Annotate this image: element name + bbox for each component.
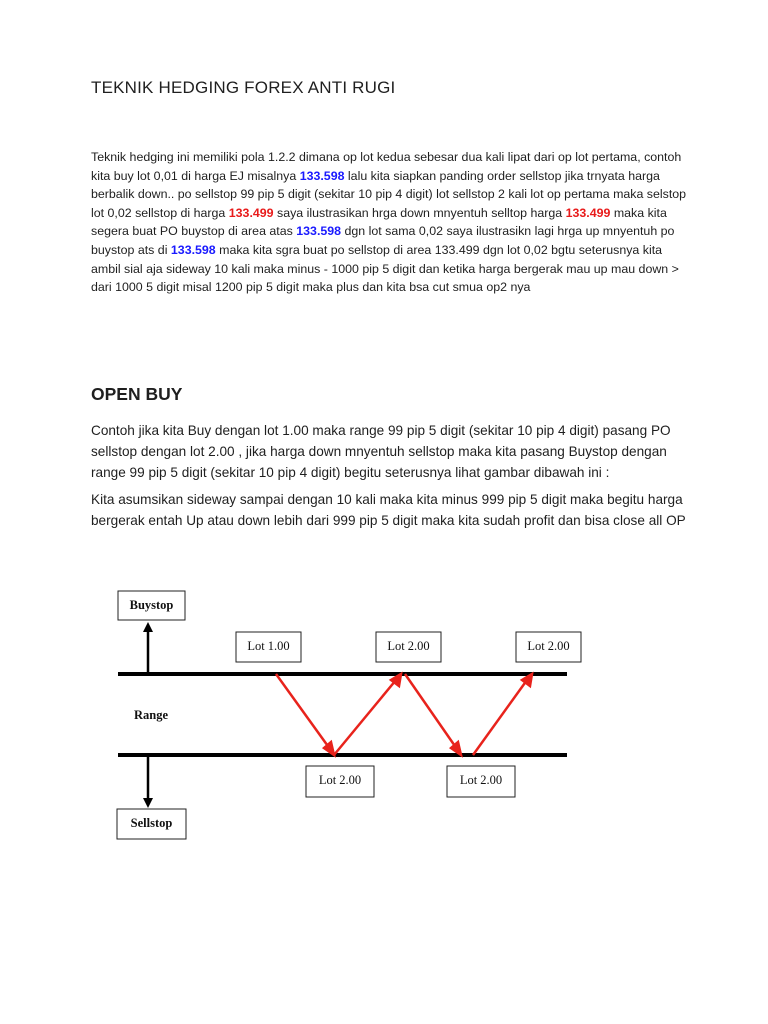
price-zigzag xyxy=(276,674,532,755)
top-lot-label-2: Lot 2.00 xyxy=(387,639,430,653)
price-value-red: 133.499 xyxy=(228,205,274,220)
bottom-lot-label-2: Lot 2.00 xyxy=(459,773,503,787)
intro-text: saya ilustrasikan hrga down mnyentuh selltop harga xyxy=(273,205,566,220)
section-heading-open-buy: OPEN BUY xyxy=(91,384,183,404)
intro-text: lalu kita siapkan panding order sellstop jika trnyata harga berbalik down.. po sellstop 99 pip 5 digit (sekitar 10 pip 4 digit) lot sellstop 2 kali lot op pertama maka selstop lot 0,02 sellstop di harga xyxy=(91,168,687,220)
intro-text: maka kita segera buat PO buystop di area atas xyxy=(91,205,667,239)
price-value-blue: 133.598 xyxy=(299,168,345,183)
open-buy-paragraph-2: Kita asumsikan sideway sampai dengan 10 kali maka kita minus 999 pip 5 digit maka begitu harga bergerak entah Up atau down lebih dari 999 pip 5 digit maka kita sudah profit dan bisa close all OP xyxy=(91,492,686,528)
bottom-lot-label-1: Lot 2.00 xyxy=(318,773,362,787)
price-value-blue: 133.598 xyxy=(170,242,216,257)
up-arrow-icon xyxy=(143,622,153,632)
buystop-label: Buystop xyxy=(129,598,174,612)
top-lot-label-1: Lot 1.00 xyxy=(247,639,290,653)
open-buy-paragraph-1: Contoh jika kita Buy dengan lot 1.00 maka range 99 pip 5 digit (sekitar 10 pip 4 digit) pasang PO sellstop dengan lot 2.00 , jika harga down mnyentuh sellstop maka kita pasang Buystop dengan range 99 pip 5 digit (sekitar 10 pip 4 digit) begitu seterusnya lihat gambar dibawah ini : xyxy=(91,423,671,480)
top-lot-label-3: Lot 2.00 xyxy=(527,639,570,653)
page-title: TEKNIK HEDGING FOREX ANTI RUGI xyxy=(91,78,396,97)
intro-text: Teknik hedging ini memiliki pola 1.2.2 dimana op lot kedua sebesar dua kali lipat dari op lot pertama, contoh kita buy lot 0,01 di harga EJ misalnya xyxy=(91,150,682,183)
intro-text: maka kita sgra buat po sellstop di area 133.499 dgn lot 0,02 bgtu seterusnya kita ambil sial aja sideway 10 kali maka minus - 1000 pip 5 digit dan ketika harga bergerak mau up mau down > dari 1000 5 digit misal 1200 pip 5 digit maka plus dan kita bsa cut smua op2 nya xyxy=(91,242,679,295)
intro-text: dgn lot sama 0,02 saya ilustrasikn lagi hrga up mnyentuh po buystop ats di xyxy=(91,224,675,257)
down-arrow-icon xyxy=(143,798,153,808)
price-value-red: 133.499 xyxy=(565,205,611,220)
range-label: Range xyxy=(134,708,169,722)
sellstop-label: Sellstop xyxy=(130,816,173,830)
price-value-blue: 133.598 xyxy=(296,224,342,239)
